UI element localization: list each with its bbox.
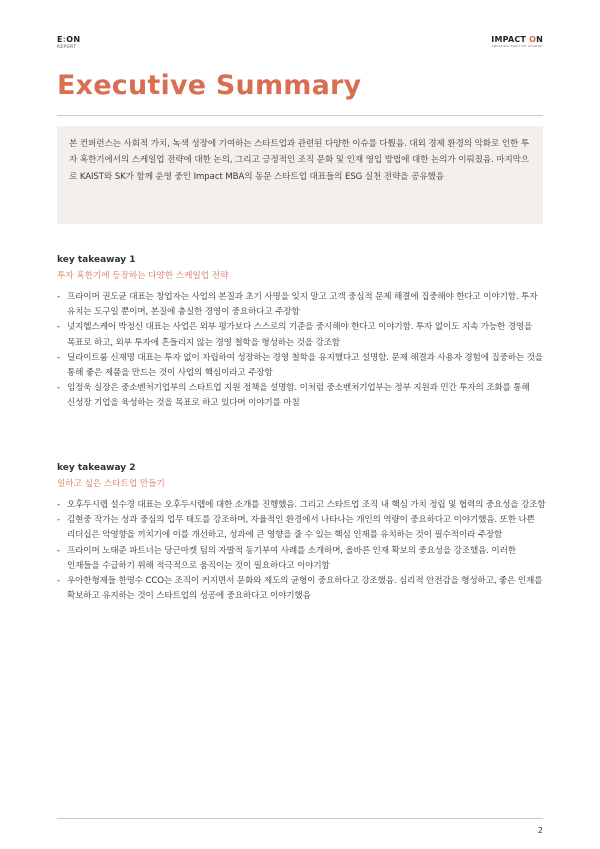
summary-box xyxy=(57,126,543,224)
title-divider xyxy=(57,115,543,116)
bullet-item: - 임정욱 실장은 중소벤처기업부의 스타트업 지원 정책을 설명함. 이처럼 중소벤처기업부는 정부 지원과 민간 투자의 조화를 통해 신성장 기업을 육성하는 것을 목표로 하고 있다며 이야기를 마침 xyxy=(57,383,530,409)
impact-on-logo xyxy=(491,36,543,48)
footer-divider xyxy=(57,818,543,819)
bullet-item: - 우아한형제들 한명수 CCO는 조직이 커지면서 문화와 제도의 균형이 중요하다고 강조했음. 심리적 안전감을 형성하고, 좋은 인재를 확보하고 유지하는 것이 스타트업의 성공에 중요하다고 이야기했음 xyxy=(57,576,543,602)
key-takeaway-2-section xyxy=(57,462,547,604)
eon-logo-rest: ON xyxy=(66,35,81,44)
page-number: 2 xyxy=(537,826,543,835)
bullet-item: - 오후두시랩 설수경 대표는 오후두시랩에 대한 소개를 진행했음. 그리고 스타트업 조직 내 핵심 가치 정립 및 협력의 중요성을 강조함 xyxy=(57,500,546,510)
bullet-list xyxy=(57,498,547,604)
summary-text: 본 컨퍼런스는 사회적 가치, 녹색 성장에 기여하는 스타트업과 관련된 다양한 이슈를 다뤘음. 대외 경제 환경의 악화로 인한 투자 혹한기에서의 스케일업 전략에 대한 논의, 그리고 긍정적인 조직 문화 및 인재 영입 방법에 대한 논의가 이뤄졌음. 마지막으로 KAIST와 SK가 함께 운영 중인 Impact MBA의 동문 스타트업 대표들의 ESG 실천 전략을 공유했음 xyxy=(69,139,530,182)
page-title: Executive Summary xyxy=(57,70,362,101)
eon-logo-text: E:ON xyxy=(57,35,81,44)
key-takeaway-subtitle: 투자 혹한기에 등장하는 다양한 스케일업 전략 xyxy=(57,271,229,281)
bullet-item: - 딜라이트룸 신재명 대표는 투자 없이 자립하여 성장하는 경영 철학을 유지했다고 설명함. 문제 해결과 사용자 경험에 집중하는 것을 통해 좋은 제품을 만드는 것이 사업의 핵심이라고 주장함 xyxy=(57,352,543,379)
bullet-item: - 프라이머 권도균 대표는 창업자는 사업의 본질과 초기 사명을 잊지 말고 고객 중심적 문제 해결에 집중해야 한다고 이야기함. 투자 유치는 도구일 뿐이며, 본질에 충실한 경영이 중요하다고 주장함 xyxy=(57,292,538,318)
bullet-item: - 넛지헬스케어 박정신 대표는 사업은 외부 평가보다 스스로의 기준을 중시해야 한다고 이야기함. 투자 없이도 지속 가능한 경영을 목표로 하고, 외부 투자에 흔들리지 않는 경영 철학을 형성하는 것을 강조함 xyxy=(57,322,533,348)
eon-logo-sub: REPORT xyxy=(57,44,77,49)
key-takeaway-1-section xyxy=(57,254,547,412)
bullet-list xyxy=(57,290,547,412)
impact-logo-sub: CREATING POSITIVE CHANGE xyxy=(491,44,543,48)
bullet-item: - 프라이머 노태준 파트너는 당근마켓 팀의 자발적 동기부여 사례를 소개하며, 올바른 인재 확보의 중요성을 강조했음. 이러한 인재들을 수급하기 위해 적극적으로 움직이는 것이 필요하다고 이야기함 xyxy=(57,545,516,571)
key-takeaway-label: key takeaway 2 xyxy=(57,463,136,473)
impact-logo-text: IMPACT ON xyxy=(491,35,543,44)
key-takeaway-label: key takeaway 1 xyxy=(57,255,136,265)
key-takeaway-subtitle: 일하고 싶은 스타트업 만들기 xyxy=(57,479,165,489)
eon-report-logo xyxy=(57,36,80,49)
bullet-item: - 김현중 작가는 성과 중심의 업무 태도를 강조하며, 자율적인 환경에서 나타나는 개인의 역량이 중요하다고 이야기했음. 또한 나쁜 리더십은 악영향을 끼치기에 이를 개선하고, 성과에 큰 영향을 줄 수 있는 핵심 인재를 유치하는 것이 필수적이라 주장함 xyxy=(57,515,535,541)
